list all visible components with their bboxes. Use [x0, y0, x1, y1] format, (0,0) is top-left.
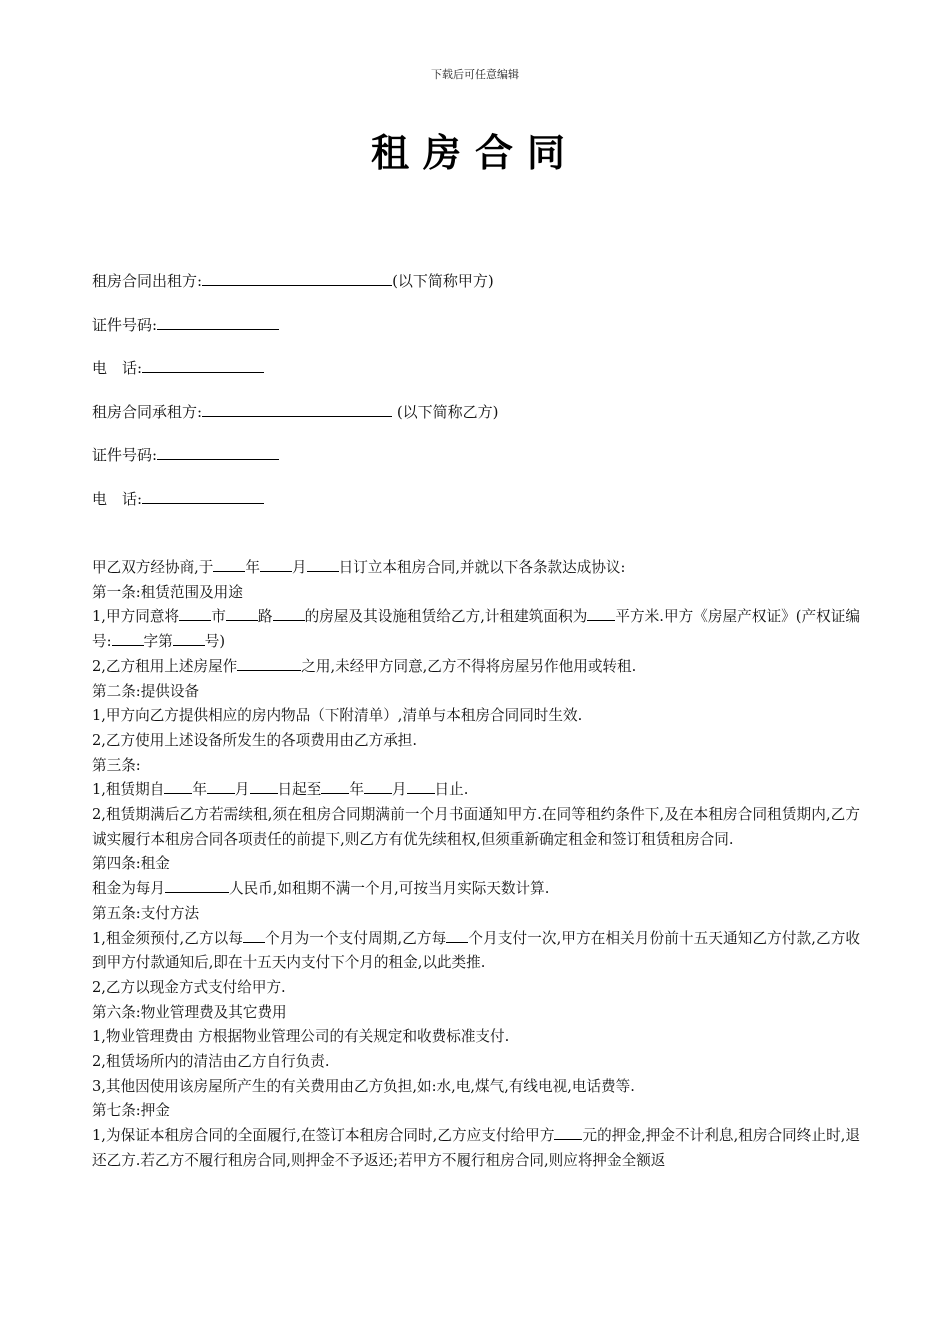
- text: 日起至: [277, 781, 322, 799]
- text: 个月支付一次,甲方在相关月份前十五天通知乙方付款,乙方收到甲方付款通知后,即在十五天内支付下个月的租金,以此类推.: [92, 929, 861, 972]
- blank[interactable]: [364, 779, 392, 794]
- article-clause: [92, 1124, 860, 1173]
- lessor-phone-blank[interactable]: [142, 357, 264, 373]
- article-clause: [92, 877, 860, 902]
- article-heading: 第七条:押金: [92, 1102, 170, 1120]
- field-label: 电 话:: [92, 489, 143, 508]
- blank[interactable]: [173, 631, 205, 646]
- article-heading: 第六条:物业管理费及其它费用: [92, 1003, 287, 1021]
- text: 2,乙方租用上述房屋作: [92, 657, 238, 675]
- text: 日订立本租房合同,并就以下各条款达成协议:: [338, 559, 626, 576]
- lessee-id-blank[interactable]: [157, 444, 279, 460]
- field-label: 证件号码:: [92, 446, 158, 464]
- party-fields: [92, 270, 872, 531]
- blank[interactable]: [321, 779, 349, 794]
- text: 租金为每月: [92, 880, 165, 898]
- lessee-blank[interactable]: [202, 401, 392, 417]
- article-heading: 第四条:租金: [92, 855, 170, 873]
- article-clause: 2,乙方以现金方式支付给甲方.: [92, 978, 286, 996]
- text: 甲乙双方经协商,于: [92, 559, 214, 576]
- contract-body: [92, 556, 860, 1174]
- field-label: 证件号码:: [92, 315, 158, 334]
- text: 月: [391, 781, 407, 799]
- article-heading: 第二条:提供设备: [92, 682, 200, 700]
- lessor-id-blank[interactable]: [157, 314, 279, 330]
- text: 1,甲方同意将: [92, 608, 180, 626]
- blank[interactable]: [165, 878, 229, 893]
- text: 月: [234, 781, 250, 799]
- text: 路: [257, 608, 273, 626]
- blank[interactable]: [207, 779, 235, 794]
- lessor-field: [92, 270, 872, 292]
- text: 日止.: [434, 781, 469, 799]
- text: 个月为一个支付周期,乙方每: [265, 929, 447, 947]
- field-label: 租房合同承租方:: [92, 402, 203, 421]
- article-clause: 2,乙方使用上述设备所发生的各项费用由乙方承担.: [92, 731, 418, 749]
- text: 市: [211, 608, 226, 626]
- field-label: 租房合同出租方:: [92, 272, 203, 290]
- lessee-phone-blank[interactable]: [142, 488, 264, 504]
- field-suffix: (以下简称甲方): [392, 272, 494, 290]
- lessee-field: [92, 401, 872, 423]
- blank[interactable]: [112, 631, 144, 646]
- lessor-blank[interactable]: [202, 270, 392, 286]
- text: 年: [349, 781, 364, 799]
- text: 1,租赁期自: [92, 781, 165, 799]
- blank[interactable]: [446, 928, 468, 943]
- article-clause: [92, 605, 860, 654]
- text: 之用,未经甲方同意,乙方不得将房屋另作他用或转租.: [301, 657, 637, 675]
- text: 年: [245, 559, 260, 576]
- blank[interactable]: [307, 557, 339, 572]
- article-clause: 2,租赁场所内的清洁由乙方自行负责.: [92, 1053, 330, 1071]
- text: 的房屋及其设施租赁给乙方,计租建筑面积为: [304, 608, 588, 626]
- article-clause: 2,租赁期满后乙方若需续租,须在租房合同期满前一个月书面通知甲方.在同等租约条件下,及在本租房合同租赁期内,乙方诚实履行本租房合同各项责任的前提下,则乙方有优先续租权,但须重新确定租金和签订租赁租房合同.: [92, 806, 860, 848]
- text: 1,为保证本租房合同的全面履行,在签订本租房合同时,乙方应支付给甲方: [92, 1127, 555, 1145]
- blank[interactable]: [587, 606, 615, 621]
- article-clause: [92, 655, 860, 680]
- text: 人民币,如租期不满一个月,可按当月实际天数计算.: [228, 880, 550, 898]
- document-title: 租房合同: [370, 130, 579, 175]
- blank[interactable]: [407, 779, 435, 794]
- blank[interactable]: [243, 928, 265, 943]
- article-clause: 3,其他因使用该房屋所产生的有关费用由乙方负担,如:水,电,煤气,有线电视,电话费等.: [92, 1077, 635, 1095]
- blank[interactable]: [164, 779, 192, 794]
- lessee-id-field: [92, 444, 872, 466]
- article-heading: 第三条:: [92, 756, 141, 774]
- lessee-phone-field: [92, 488, 872, 510]
- blank[interactable]: [260, 557, 292, 572]
- text: 号): [204, 633, 226, 651]
- blank[interactable]: [250, 779, 278, 794]
- field-label: 电 话:: [92, 359, 143, 377]
- lessor-phone-field: [92, 357, 872, 379]
- blank[interactable]: [554, 1125, 582, 1140]
- blank[interactable]: [237, 656, 301, 671]
- article-clause: [92, 927, 860, 976]
- text: 月: [292, 559, 307, 576]
- intro-paragraph: [92, 556, 860, 581]
- blank[interactable]: [213, 557, 245, 572]
- text: 元的押金,押金不计利息,租房合同终止时,退还乙方.若乙方不履行租房合同,则押金不予返还;若甲方不履行租房合同,则应将押金全额返: [92, 1127, 860, 1169]
- text: 字第: [143, 633, 173, 651]
- blank[interactable]: [273, 606, 305, 621]
- text: 平方米.甲方《房屋产权证》(产权证编号:: [92, 608, 860, 651]
- article-clause: 1,物业管理费由 方根据物业管理公司的有关规定和收费标准支付.: [92, 1028, 510, 1046]
- header-note: 下载后可任意编辑: [431, 68, 519, 81]
- text: 年: [192, 781, 207, 799]
- text: 1,租金须预付,乙方以每: [92, 929, 244, 947]
- article-heading: 第一条:租赁范围及用途: [92, 583, 243, 601]
- article-clause: 1,甲方向乙方提供相应的房内物品（下附清单）,清单与本租房合同同时生效.: [92, 707, 583, 725]
- lessor-id-field: [92, 314, 872, 336]
- article-heading: 第五条:支付方法: [92, 904, 200, 922]
- blank[interactable]: [179, 606, 211, 621]
- article-clause: [92, 778, 860, 803]
- field-suffix: (以下简称乙方): [392, 402, 499, 421]
- blank[interactable]: [226, 606, 258, 621]
